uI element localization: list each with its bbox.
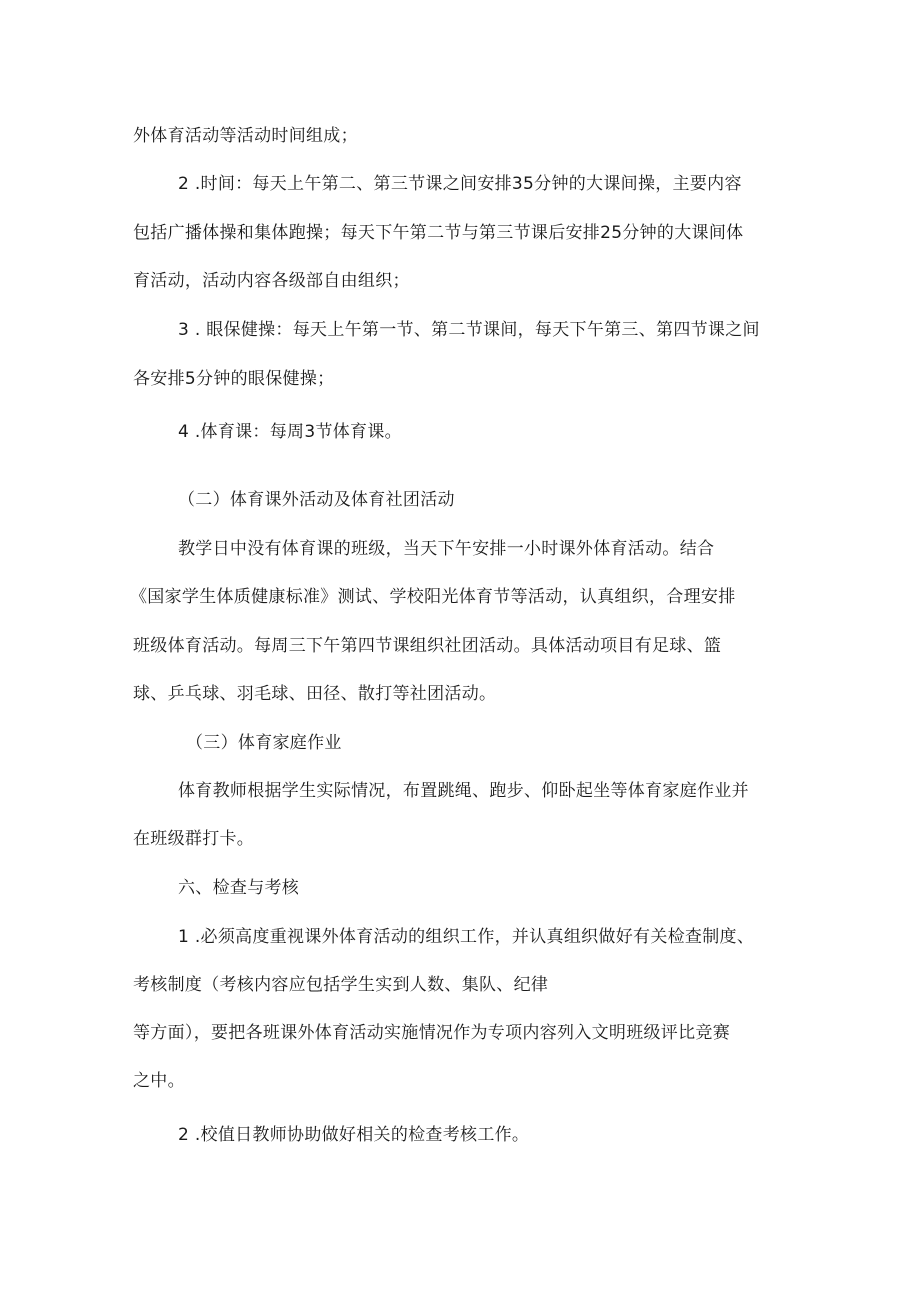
text-line: 考核制度（考核内容应包括学生实到人数、集队、纪律 <box>133 975 549 995</box>
text-line: 外体育活动等活动时间组成； <box>133 126 358 146</box>
text-line: 球、乒乓球、羽毛球、田径、散打等社团活动。 <box>133 684 497 704</box>
text-line: 在班级群打卡。 <box>133 829 255 849</box>
text-line: 教学日中没有体育课的班级，当天下午安排一小时课外体育活动。结合 <box>178 539 715 559</box>
text-line: 2 .校值日教师协助做好相关的检查考核工作。 <box>178 1125 530 1145</box>
text-line: 包括广播体操和集体跑操；每天下午第二节与第三节课后安排25分钟的大课间体 <box>133 223 744 243</box>
text-line: 3 . 眼保健操：每天上午第一节、第二节课间，每天下午第三、第四节课之间 <box>178 320 760 340</box>
text-line: 4 .体育课：每周3节体育课。 <box>178 422 402 442</box>
text-line: 体育教师根据学生实际情况，布置跳绳、跑步、仰卧起坐等体育家庭作业并 <box>178 781 749 801</box>
text-line: 2 .时间：每天上午第二、第三节课之间安排35分钟的大课间操，主要内容 <box>178 174 742 194</box>
text-line: 之中。 <box>133 1071 185 1091</box>
text-line: 班级体育活动。每周三下午第四节课组织社团活动。具体活动项目有足球、篮 <box>133 636 722 656</box>
section-heading: 六、检查与考核 <box>178 878 300 898</box>
section-heading: （二）体育课外活动及体育社团活动 <box>178 490 455 510</box>
text-line: 等方面），要把各班课外体育活动实施情况作为专项内容列入文明班级评比竞赛 <box>133 1023 730 1043</box>
text-line: 《国家学生体质健康标准》测试、学校阳光体育节等活动，认真组织，合理安排 <box>130 587 736 607</box>
section-heading: （三）体育家庭作业 <box>186 733 342 753</box>
text-line: 育活动，活动内容各级部自由组织； <box>133 271 410 291</box>
text-line: 1 .必须高度重视课外体育活动的组织工作，并认真组织做好有关检查制度、 <box>178 927 755 947</box>
text-line: 各安排5分钟的眼保健操； <box>133 369 335 389</box>
